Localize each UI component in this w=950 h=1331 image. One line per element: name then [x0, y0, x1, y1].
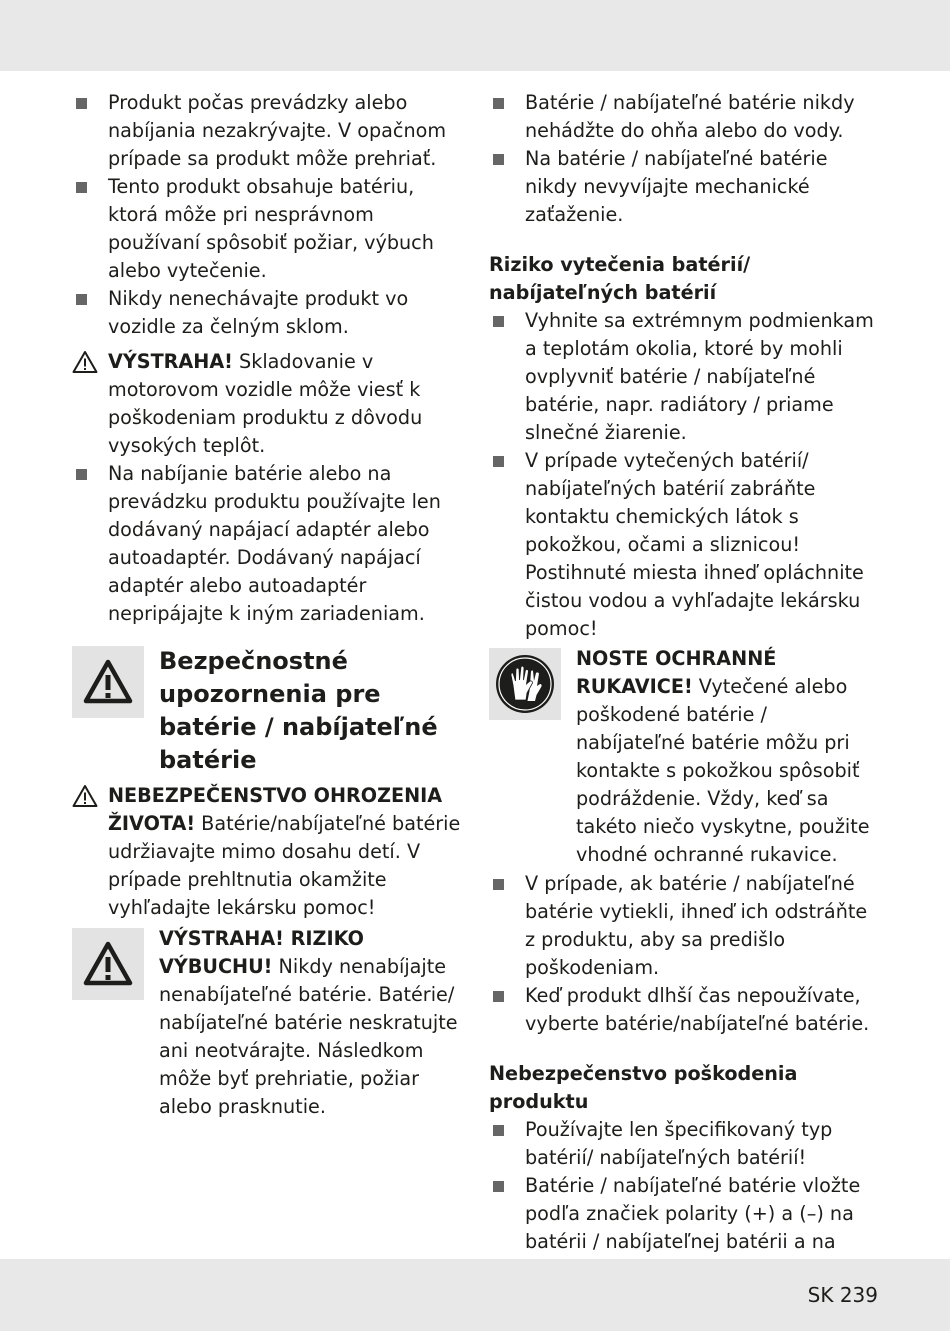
warning-label: NEBEZPEČENSTVO OHROZENIA ŽIVOTA!: [108, 784, 443, 835]
life-danger-warning: [72, 782, 462, 922]
gloves-notice: [489, 645, 881, 869]
square-bullet-icon: [493, 991, 504, 1002]
list-item: [489, 447, 881, 643]
warning-text: Batérie/nabíjateľné batérie udržiavajte mimo dosahu detí. V prípade prehltnutia okamžite vyhľadajte lekársku pomoc!: [108, 812, 461, 919]
warning-triangle-icon: [72, 646, 144, 718]
square-bullet-icon: [493, 316, 504, 327]
warning-triangle-icon: [72, 928, 144, 1000]
list-item-text: Batérie / nabíjateľné batérie vložte podľa značiek polarity (+) a (–) na batérii / nabíjateľnej batérii a na: [525, 1174, 861, 1253]
warning-text: Nikdy nenabíjajte nenabíjateľné batérie. Batérie/ nabíjateľné batérie neskratujte ani neotvárajte. Následkom môže byť prehriatie, požiar alebo prasknutie.: [159, 955, 458, 1118]
warning-label: VÝSTRAHA! RIZIKO VÝBUCHU!: [159, 927, 364, 978]
list-item: [72, 173, 462, 285]
square-bullet-icon: [493, 154, 504, 165]
list-item-text: Nikdy nenechávajte produkt vo vozidle za čelným sklom.: [108, 287, 409, 338]
header-bar: [0, 0, 950, 71]
list-item: [489, 89, 881, 145]
list-item-text: Batérie / nabíjateľné batérie nikdy nehádžte do ohňa alebo do vody.: [525, 91, 855, 142]
square-bullet-icon: [493, 879, 504, 890]
list-item: [489, 145, 881, 229]
page-number: SK 239: [807, 1283, 878, 1307]
battery-safety-section: [72, 643, 462, 777]
explosion-warning: [72, 925, 462, 1121]
list-item: [489, 982, 881, 1038]
square-bullet-icon: [76, 98, 87, 109]
list-item: [72, 285, 462, 341]
square-bullet-icon: [493, 98, 504, 109]
section-heading: Bezpečnostné upozornenia pre batérie / nabíjateľné batérie: [159, 647, 438, 774]
warning-text: Skladovanie v motorovom vozidle môže viesť k poškodeniam produktu z dôvodu vysokých teplôt.: [108, 350, 423, 457]
right-column: [489, 89, 881, 1284]
square-bullet-icon: [76, 182, 87, 193]
heat-warning: [72, 348, 462, 460]
notice-text: Vytečené alebo poškodené batérie / nabíjateľné batérie môžu pri kontakte s pokožkou spôsobiť podráždenie. Vždy, keď sa takéto niečo vyskytne, použite vhodné ochranné rukavice.: [576, 675, 870, 866]
list-item-text: V prípade, ak batérie / nabíjateľné batérie vytiekli, ihneď ich odstráňte z produktu, aby sa predišlo poškodeniam.: [525, 872, 868, 979]
list-item-text: Keď produkt dlhší čas nepoužívate, vyberte batérie/nabíjateľné batérie.: [525, 984, 870, 1035]
warning-triangle-icon: [72, 350, 98, 374]
list-item: [72, 460, 462, 628]
list-item: [489, 1116, 881, 1172]
list-item-text: Na nabíjanie batérie alebo na prevádzku produktu používajte len dodávaný napájací adaptér alebo autoadaptér. Dodávaný napájací adaptér alebo autoadaptér nepripájajte k iným zariadeniam.: [108, 462, 441, 625]
list-item-text: Tento produkt obsahuje batériu, ktorá môže pri nesprávnom používaní spôsobiť požiar, výbuch alebo vytečenie.: [108, 175, 434, 282]
notice-label: NOSTE OCHRANNÉ RUKAVICE!: [576, 647, 777, 698]
list-item: [72, 89, 462, 173]
warning-label: VÝSTRAHA!: [108, 350, 233, 373]
list-item-text: V prípade vytečených batérií/ nabíjateľných batérií zabráňte kontaktu chemických látok s pokožkou, očami a sliznicou! Postihnuté miesta ihneď opláchnite čistou vodou a vyhľadajte lekársku pomoc!: [525, 449, 864, 640]
leak-heading: Riziko vytečenia batérií/ nabíjateľných batérií: [489, 253, 751, 304]
list-item-text: Produkt počas prevádzky alebo nabíjania nezakrývajte. V opačnom prípade sa produkt môže prehriať.: [108, 91, 447, 170]
list-item: [489, 307, 881, 447]
square-bullet-icon: [493, 1181, 504, 1192]
damage-heading: Nebezpečenstvo poškodenia produktu: [489, 1062, 798, 1113]
square-bullet-icon: [493, 1125, 504, 1136]
square-bullet-icon: [493, 456, 504, 467]
square-bullet-icon: [76, 469, 87, 480]
gloves-icon: [489, 648, 561, 720]
list-item-text: Používajte len špecifikovaný typ batérií/ nabíjateľných batérií!: [525, 1118, 833, 1169]
square-bullet-icon: [76, 294, 87, 305]
list-item-text: Vyhnite sa extrémnym podmienkam a teplotám okolia, ktoré by mohli ovplyvniť batérie / nabíjateľné batérie, napr. radiátory / priame slnečné žiarenie.: [525, 309, 874, 444]
list-item-text: Na batérie / nabíjateľné batérie nikdy nevyvíjajte mechanické zaťaženie.: [525, 147, 828, 226]
list-item: [489, 870, 881, 982]
warning-triangle-icon: [72, 784, 98, 808]
left-column: [72, 89, 462, 1121]
